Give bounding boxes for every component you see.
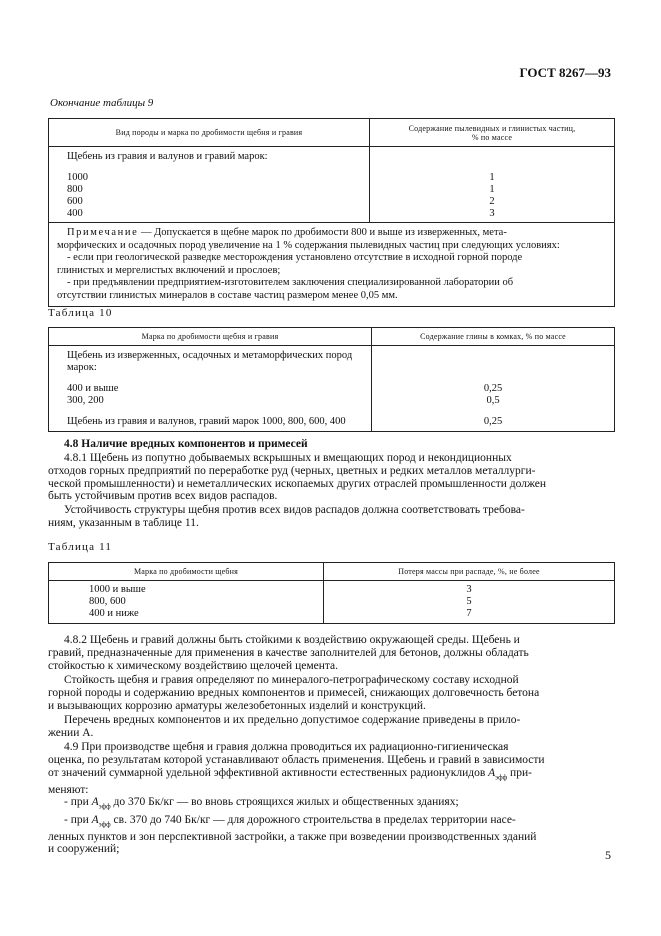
table-9-marks-cell — [49, 147, 370, 223]
table-10-mark: 300, 200 — [67, 395, 104, 406]
table-9-mark: 800 — [67, 184, 83, 195]
table-11-mark: 1000 и выше — [89, 584, 146, 595]
table-9-value: 1 — [489, 184, 495, 195]
table-11-marks-cell — [49, 581, 324, 624]
table-11-value: 3 — [466, 584, 472, 595]
note-word: Примечание — [67, 227, 139, 238]
table-11-value: 7 — [466, 608, 472, 619]
table-11-label: Таблица 11 — [48, 541, 113, 553]
table-10-mark: 400 и выше — [67, 383, 119, 394]
section-4-8-title: 4.8 Наличие вредных компонентов и примесей — [64, 438, 308, 450]
table-10-header-col1: Марка по дробимости щебня и гравия — [49, 328, 372, 346]
table-9-header-col2: Содержание пылевидных и глинистых частиц, % по массе — [370, 119, 615, 147]
table-9-mark: 600 — [67, 196, 83, 207]
table-9-header-col1: Вид породы и марка по дробимости щебня и гравия — [49, 119, 370, 147]
table-9-value: 3 — [489, 208, 495, 219]
table-9-values-cell — [370, 147, 615, 223]
table-9-value: 1 — [489, 172, 495, 183]
paragraph-4-8-2: 4.8.2 Щебень и гравий должны быть стойкими к воздействию окружающей среды. Щебень и гравий, предназначенные для применения в качестве заполнителей для бетонов, должны обладать стойкостью к химическому воздействию щелочей цемента. — [48, 634, 529, 672]
paragraph-components-list: Перечень вредных компонентов и их предельно допустимое содержание приведены в прило- жении А. — [48, 714, 521, 739]
table-11-value: 5 — [466, 596, 472, 607]
table-9-continuation-caption: Окончание таблицы 9 — [50, 97, 154, 109]
paragraph-stability: Устойчивость структуры щебня против всех видов распадов должна соответствовать требова- ниям, указанным в таблице 11. — [48, 504, 525, 529]
table-10-value: 0,25 — [483, 416, 503, 427]
table-11-mark: 400 и ниже — [89, 608, 139, 619]
table-10 — [48, 327, 615, 432]
table-10-header-col2: Содержание глины в комках, % по массе — [372, 328, 615, 346]
table-10-marks-cell: Щебень из изверженных, осадочных и метаморфических пород марок: 400 и выше 300, 200 Щебень из гравия и валунов, гравий марок 1000, 800, 600, 400 — [49, 346, 372, 432]
table-9-note: Примечание — Допускается в щебне марок по дробимости 800 и выше из изверженных, мета- морфических и осадочных пород увеличение на 1 % содержания пылевидных частиц при следующих условиях: - если при геологической разведке месторождения установлено отсутствие в исходной горной породе глинистых и мергелистых включений и прослоев; - при предъявлении предприятием-изготовителем заключения специализированной лаборатории об отсутствии глинистых минералов в составе частиц размером менее 0,05 мм. — [49, 223, 615, 307]
table-11-mark: 800, 600 — [89, 596, 126, 607]
table-10-values-cell — [372, 346, 615, 432]
page-number: 5 — [605, 848, 611, 862]
table-10-mark: Щебень из гравия и валунов, гравий марок 1000, 800, 600, 400 — [67, 416, 346, 427]
table-10-value: 0,5 — [486, 395, 500, 406]
table-11-values-cell — [324, 581, 615, 624]
document-id: ГОСТ 8267—93 — [519, 65, 611, 80]
paragraph-resistance: Стойкость щебня и гравия определяют по минералого-петрографическому составу исходной горной породы и содержанию вредных компонентов и примесей, снижающих долговечность бетона и вызывающих коррозию арматуры железобетонных изделий и конструкций. — [48, 674, 540, 712]
paragraph-4-9: 4.9 При производстве щебня и гравия должна проводиться их радиационно-гигиеническая оценка, по результатам которой устанавливают область применения. Щебень и гравий в зависимости от значений суммарной удельной эффективной активности естественных радионуклидов $А_{эфф}$ при- меняют: - при $А_{эфф}$ до 370 Бк/кг — во вновь строящихся жилых и общественных зданиях; - при $А_{эфф}$ св. 370 до 740 Бк/кг — для дорожного строительства в пределах территории насе- ленных пунктов и зон перспективной застройки, а также при возведении производственных зданий и сооружений; — [48, 741, 545, 856]
table-9-value: 2 — [489, 196, 495, 207]
table-9 — [48, 118, 615, 307]
table-9-mark: 400 — [67, 208, 83, 219]
table-9-mark: 1000 — [67, 172, 88, 183]
table-11-header-col2: Потеря массы при распаде, %, не более — [324, 563, 615, 581]
table-9-group-label: Щебень из гравия и валунов и гравий марок: — [67, 151, 268, 162]
table-10-value: 0,25 — [483, 383, 503, 394]
table-10-label: Таблица 10 — [48, 307, 113, 319]
table-11-header-col1: Марка по дробимости щебня — [49, 563, 324, 581]
table-11 — [48, 562, 615, 624]
paragraph-4-8-1: 4.8.1 Щебень из попутно добываемых вскрышных и вмещающих пород и некондиционных отходов горных предприятий по переработке руд (черных, цветных и редких металлов металлурги- ческой промышленности) и неметаллических ископаемых других отраслей промышленности должен быть устойчивым против всех видов распадов. — [48, 452, 547, 503]
